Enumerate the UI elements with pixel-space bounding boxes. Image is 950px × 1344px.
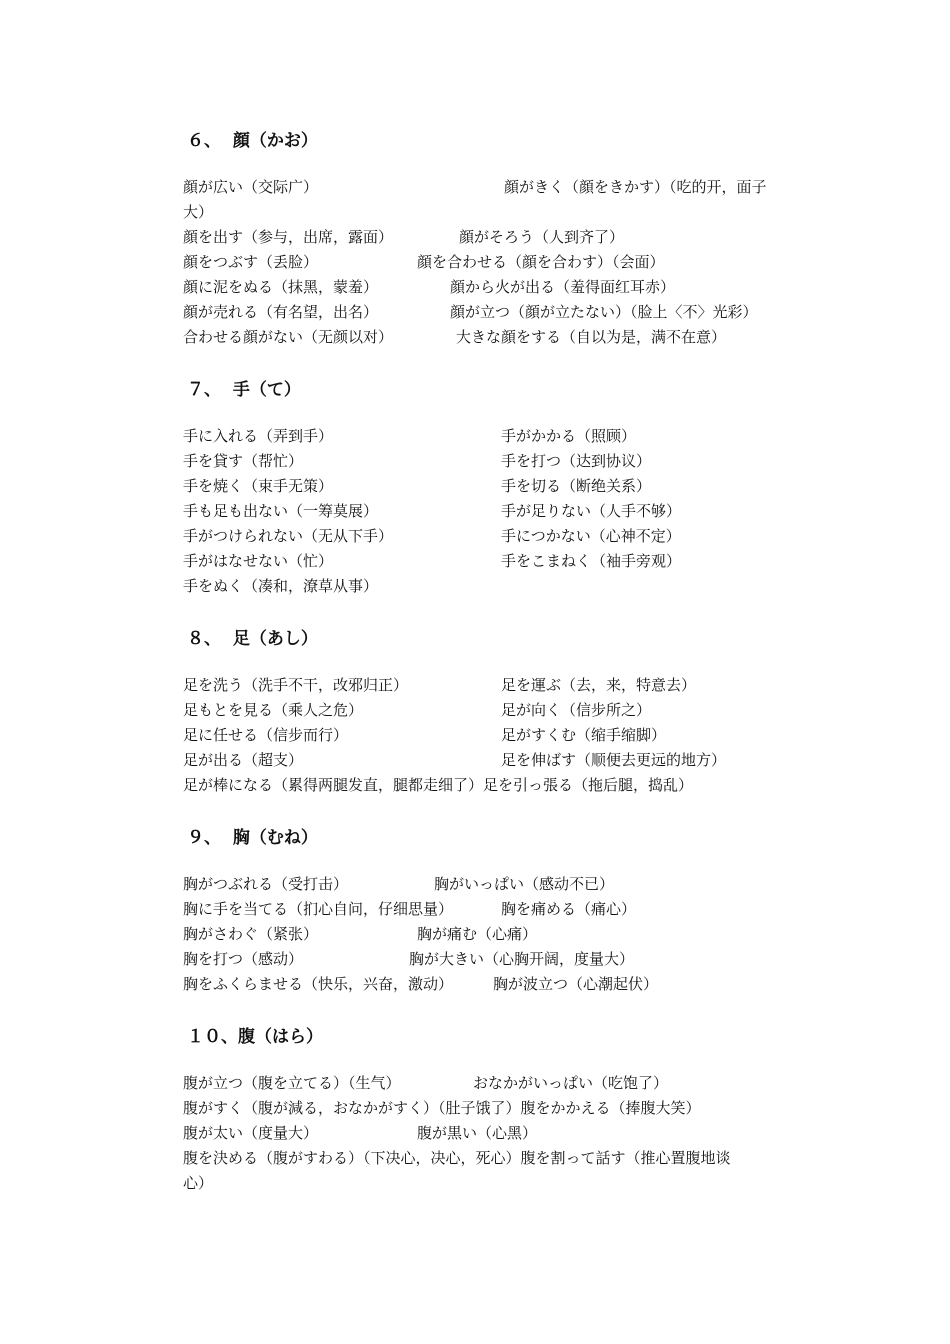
text-line xyxy=(183,899,637,919)
entry: 顔が広い（交际广） xyxy=(183,178,319,196)
text-line xyxy=(183,775,693,795)
section-heading: ７、 手（て） xyxy=(187,380,301,400)
entry: 手をぬく（凑和，潦草从事） xyxy=(183,577,379,595)
entry: 顔が立つ（顔が立たない）（脸上〈不〉光彩） xyxy=(450,303,758,321)
text-line xyxy=(183,924,538,944)
entry: 顔をつぶす（丢脸） xyxy=(183,253,319,271)
entry: 手が足りない（人手不够） xyxy=(501,502,682,520)
entry: 足が向く（信步所之） xyxy=(501,701,652,719)
entry: 胸を痛める（痛心） xyxy=(501,900,637,918)
text-line xyxy=(183,1123,538,1143)
entry: 手も足も出ない（一筹莫展） xyxy=(183,502,379,520)
entry: 腹が黒い（心黑） xyxy=(417,1124,538,1142)
entry: 顔を出す（参与，出席，露面） xyxy=(183,228,394,246)
entry: 顔がきく（顔をきかす）（吃的开，面子 xyxy=(504,178,767,196)
text-line xyxy=(183,1073,669,1093)
text-line xyxy=(183,725,667,745)
entry: 顔がそろう（人到齐了） xyxy=(459,228,625,246)
section-heading: １０、腹（はら） xyxy=(187,1027,323,1047)
entry: 足が棒になる（累得两腿发直，腿都走细了）足を引っ張る（拖后腿，捣乱） xyxy=(183,776,694,794)
entry: 胸が痛む（心痛） xyxy=(417,925,538,943)
entry: 胸が波立つ（心潮起伏） xyxy=(493,975,659,993)
text-line xyxy=(183,252,665,272)
entry: 胸がいっぱい（感动不已） xyxy=(434,875,615,893)
entry: 胸がさわぐ（紧张） xyxy=(183,925,319,943)
entry: 心） xyxy=(183,1174,214,1192)
entry: 腹がすく（腹が減る，おなかがすく）（肚子饿了）腹をかかえる（捧腹大笑） xyxy=(183,1099,701,1117)
entry: 手につかない（心神不定） xyxy=(501,527,681,545)
text-line xyxy=(183,1173,213,1193)
entry: 胸を打つ（感动） xyxy=(183,950,304,968)
text-line xyxy=(183,451,652,471)
entry: 手を貸す（帮忙） xyxy=(183,452,304,470)
text-line xyxy=(183,202,213,222)
entry: 手に入れる（弄到手） xyxy=(183,427,334,445)
entry: 手を焼く（束手无策） xyxy=(183,477,334,495)
text-line xyxy=(183,874,615,894)
text-line xyxy=(183,501,682,521)
entry: 顔から火が出る（羞得面红耳赤） xyxy=(450,278,676,296)
text-line xyxy=(183,277,676,297)
entry: おなかがいっぱい（吃饱了） xyxy=(473,1074,669,1092)
entry: 胸に手を当てる（扪心自问，仔细思量） xyxy=(183,900,454,918)
section-heading: ９、 胸（むね） xyxy=(187,828,318,848)
text-line xyxy=(183,476,652,496)
entry: 腹が立つ（腹を立てる）（生气） xyxy=(183,1074,401,1092)
entry: 手をこまねく（袖手旁观） xyxy=(501,552,682,570)
entry: 大きな顔をする（自以为是，满不在意） xyxy=(456,328,727,346)
entry: 手がかかる（照顾） xyxy=(501,427,637,445)
entry: 顔が売れる（有名望，出名） xyxy=(183,303,379,321)
text-line xyxy=(183,700,652,720)
text-line xyxy=(183,949,635,969)
entry: 手がはなせない（忙） xyxy=(183,552,334,570)
entry: 腹を決める（腹がすわる）（下决心，决心，死心）腹を割って話す（推心置腹地谈 xyxy=(183,1149,731,1167)
text-line xyxy=(183,227,625,247)
text-line xyxy=(183,526,681,546)
text-line xyxy=(183,576,378,596)
text-line xyxy=(183,177,767,197)
entry: 腹が太い（度量大） xyxy=(183,1124,319,1142)
text-line xyxy=(183,327,727,347)
entry: 顔に泥をぬる（抹黑，蒙羞） xyxy=(183,278,379,296)
entry: 手を切る（断绝关系） xyxy=(501,477,652,495)
text-line xyxy=(183,302,758,322)
entry: 足が出る（超支） xyxy=(183,751,304,769)
text-line xyxy=(183,675,697,695)
text-line xyxy=(183,750,727,770)
entry: 足もとを見る（乘人之危） xyxy=(183,701,364,719)
text-line xyxy=(183,551,682,571)
entry: 足を洗う（洗手不干，改邪归正） xyxy=(183,676,409,694)
section-heading: ８、 足（あし） xyxy=(187,629,318,649)
text-line xyxy=(183,426,637,446)
entry: 足に任せる（信步而行） xyxy=(183,726,349,744)
section-heading: ６、 顔（かお） xyxy=(187,131,318,151)
entry: 合わせる顔がない（无颜以对） xyxy=(183,328,394,346)
entry: 足を伸ばす（顺便去更远的地方） xyxy=(501,751,727,769)
entry: 胸をふくらませる（快乐，兴奋，激动） xyxy=(183,975,454,993)
text-line xyxy=(183,1148,731,1168)
entry: 足がすくむ（缩手缩脚） xyxy=(501,726,667,744)
entry: 胸が大きい（心胸开阔，度量大） xyxy=(409,950,635,968)
text-line xyxy=(183,974,659,994)
text-line xyxy=(183,1098,701,1118)
entry: 顔を合わせる（顔を合わす）（会面） xyxy=(417,253,665,271)
entry: 手を打つ（达到协议） xyxy=(501,452,652,470)
entry: 大） xyxy=(183,203,214,221)
entry: 足を運ぶ（去，来，特意去） xyxy=(501,676,697,694)
entry: 手がつけられない（无从下手） xyxy=(183,527,394,545)
entry: 胸がつぶれる（受打击） xyxy=(183,875,349,893)
